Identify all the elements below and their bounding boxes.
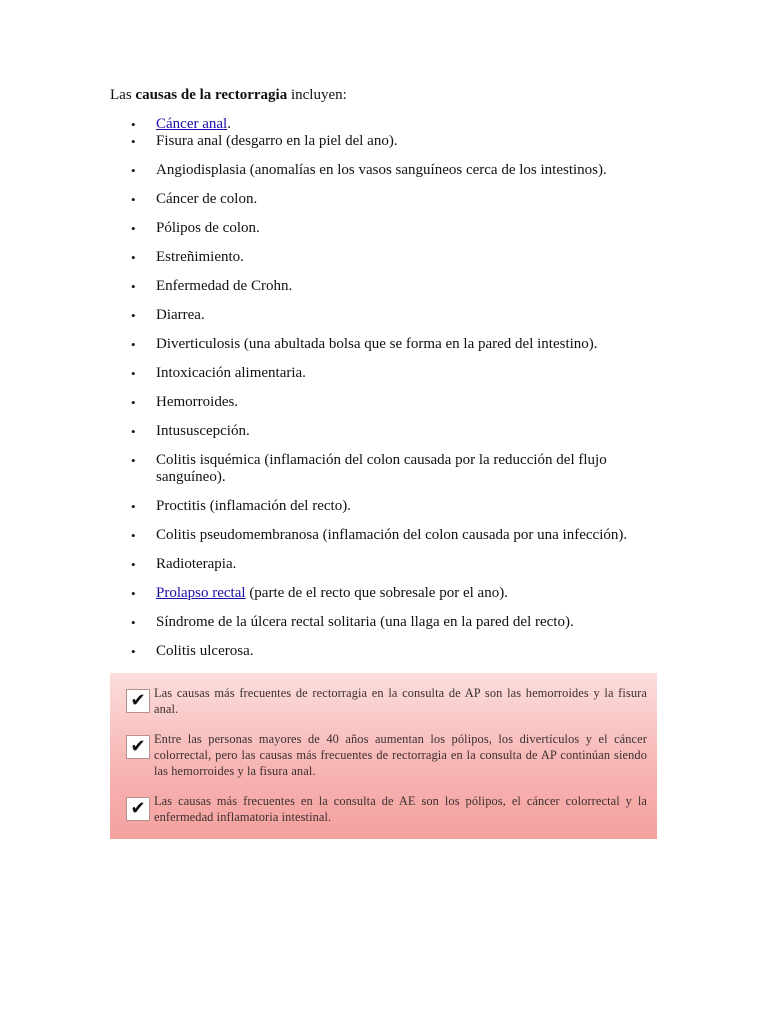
key-point-item — [126, 731, 647, 779]
cause-text: Intususcepción. — [156, 423, 250, 439]
causes-list — [110, 116, 658, 660]
cause-text: Colitis isquémica (inflamación del colon causada por la reducción del flujo sanguíneo). — [156, 452, 607, 485]
cause-list-item — [110, 365, 658, 382]
cause-text: Cáncer de colon. — [156, 191, 258, 207]
cause-text: Colitis pseudomembranosa (inflamación del colon causada por una infección). — [156, 527, 628, 543]
cause-link[interactable]: Prolapso rectal — [156, 585, 246, 601]
bullet-icon: • — [131, 615, 136, 630]
key-point-text: Las causas más frecuentes en la consulta de AE son los pólipos, el cáncer colorrectal y la enfermedad inflamatoria intestinal. — [154, 794, 647, 824]
cause-text: Diarrea. — [156, 307, 205, 323]
cause-list-item — [110, 452, 658, 486]
cause-list-item — [110, 336, 658, 353]
bullet-icon: • — [131, 279, 136, 294]
bullet-icon: • — [131, 424, 136, 439]
key-point-item — [126, 793, 647, 825]
bullet-icon: • — [131, 586, 136, 601]
intro-suffix: incluyen: — [287, 87, 347, 103]
cause-text: Colitis ulcerosa. — [156, 643, 254, 659]
checkmark-icon: ✔ — [126, 689, 150, 713]
bullet-icon: • — [131, 308, 136, 323]
cause-list-item — [110, 278, 658, 295]
cause-text: Diverticulosis (una abultada bolsa que se forma en la pared del intestino). — [156, 336, 598, 352]
bullet-icon: • — [131, 221, 136, 236]
cause-list-item — [110, 133, 658, 150]
cause-text: Intoxicación alimentaria. — [156, 365, 306, 381]
key-point-text: Las causas más frecuentes de rectorragia en la consulta de AP son las hemorroides y la fisura anal. — [154, 686, 647, 716]
cause-list-item — [110, 307, 658, 324]
bullet-icon: • — [131, 453, 136, 468]
cause-list-item — [110, 556, 658, 573]
cause-list-item — [110, 498, 658, 515]
cause-list-item — [110, 614, 658, 631]
cause-list-item — [110, 249, 658, 266]
cause-text: (parte de el recto que sobresale por el ano). — [245, 585, 508, 601]
key-points-box — [110, 673, 657, 839]
cause-text: Síndrome de la úlcera rectal solitaria (una llaga en la pared del recto). — [156, 614, 574, 630]
bullet-icon: • — [131, 395, 136, 410]
cause-text: Angiodisplasia (anomalías en los vasos sanguíneos cerca de los intestinos). — [156, 162, 607, 178]
cause-text: Hemorroides. — [156, 394, 239, 410]
checkmark-icon: ✔ — [126, 735, 150, 759]
cause-list-item — [110, 585, 658, 602]
cause-text: Enfermedad de Crohn. — [156, 278, 293, 294]
bullet-icon: • — [131, 192, 136, 207]
bullet-icon: • — [131, 337, 136, 352]
checkmark-icon: ✔ — [126, 797, 150, 821]
bullet-icon: • — [131, 134, 136, 149]
bullet-icon: • — [131, 366, 136, 381]
bullet-icon: • — [131, 528, 136, 543]
intro-bold: causas de la rectorragia — [135, 87, 288, 103]
cause-text: Fisura anal (desgarro en la piel del ano). — [156, 133, 398, 149]
intro-prefix: Las — [110, 87, 136, 103]
key-point-text: Entre las personas mayores de 40 años aumentan los pólipos, los divertículos y el cáncer colorrectal, pero las causas más frecuentes de rectorragia en la consulta de AP continúan siendo las hemorroides y la fisura anal. — [154, 732, 647, 778]
intro-paragraph — [110, 86, 658, 104]
cause-list-item — [110, 220, 658, 237]
cause-text: Pólipos de colon. — [156, 220, 260, 236]
cause-text: Estreñimiento. — [156, 249, 244, 265]
cause-text: Radioterapia. — [156, 556, 237, 572]
bullet-icon: • — [131, 163, 136, 178]
bullet-icon: • — [131, 117, 136, 132]
bullet-icon: • — [131, 557, 136, 572]
cause-list-item — [110, 162, 658, 179]
cause-list-item — [110, 191, 658, 208]
cause-link[interactable]: Cáncer anal — [156, 116, 228, 132]
cause-list-item — [110, 527, 658, 544]
cause-list-item — [110, 394, 658, 411]
cause-list-item — [110, 116, 658, 133]
cause-list-item — [110, 643, 658, 660]
document-body — [110, 86, 658, 672]
cause-text: Proctitis (inflamación del recto). — [156, 498, 351, 514]
cause-text: . — [227, 116, 231, 132]
key-point-item — [126, 685, 647, 717]
cause-list-item — [110, 423, 658, 440]
bullet-icon: • — [131, 499, 136, 514]
bullet-icon: • — [131, 250, 136, 265]
bullet-icon: • — [131, 644, 136, 659]
